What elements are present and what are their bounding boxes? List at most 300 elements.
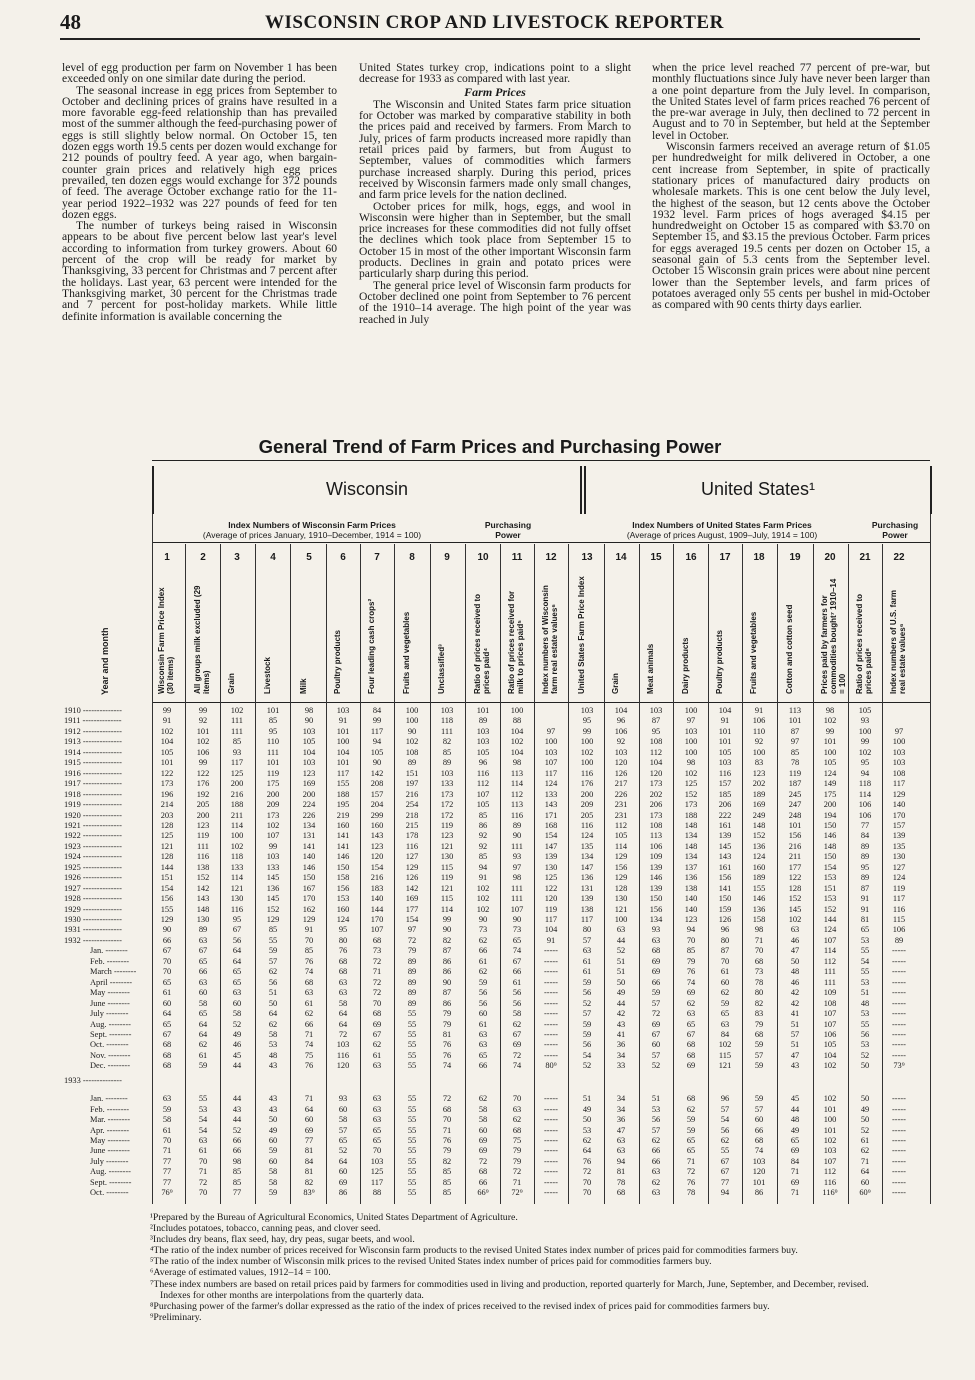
- table-cell: 61: [162, 988, 172, 998]
- table-cell: 59: [268, 1146, 278, 1156]
- table-cell: 134: [684, 852, 698, 862]
- table-cell: 69: [790, 1177, 800, 1187]
- table-cell: -----: [892, 1115, 906, 1125]
- table-cell: 151: [405, 768, 419, 778]
- table-cell: 79: [442, 1019, 452, 1029]
- table-cell: 43: [268, 1104, 278, 1114]
- row-label: 1913 --------------: [64, 737, 122, 747]
- table-cell: 114: [440, 904, 454, 914]
- table-cell: 65: [372, 1136, 382, 1145]
- table-row: [64, 1167, 930, 1176]
- table-cell: 56: [512, 998, 522, 1008]
- table-cell: 102: [823, 1136, 837, 1145]
- row-label: April --------: [90, 977, 133, 987]
- table-cell: 101: [788, 820, 802, 830]
- table-cell: 104: [544, 925, 558, 935]
- table-cell: 62: [512, 1115, 522, 1125]
- table-cell: 103: [580, 706, 594, 715]
- table-cell: 70: [720, 956, 730, 966]
- table-cell: 155: [336, 779, 350, 789]
- column-number: 7: [374, 552, 380, 563]
- table-cell: 140: [892, 800, 906, 810]
- table-cell: 91: [720, 716, 730, 726]
- table-cell: -----: [544, 1115, 558, 1125]
- table-cell: 103: [336, 1040, 350, 1050]
- table-cell: 55: [407, 1125, 417, 1135]
- table-cell: 57: [790, 1029, 800, 1039]
- table-cell: 103: [266, 852, 280, 862]
- column-divider: [290, 544, 291, 1204]
- table-cell: 63: [616, 1136, 626, 1145]
- table-cell: 299: [370, 810, 384, 820]
- table-cell: 116: [196, 852, 210, 862]
- table-cell: 65: [512, 935, 522, 945]
- table-cell: 123: [440, 831, 454, 841]
- table-cell: 60: [338, 1104, 348, 1114]
- table-cell: 92: [754, 737, 764, 747]
- table-cell: 58: [162, 1115, 172, 1125]
- table-cell: 96: [478, 758, 488, 768]
- table-cell: -----: [544, 1050, 558, 1060]
- table-cell: 104: [718, 706, 732, 715]
- table-row: [64, 1105, 930, 1114]
- table-cell: 70: [162, 1136, 172, 1145]
- table-cell: 62: [304, 1009, 314, 1019]
- row-label: Feb. --------: [90, 956, 130, 966]
- table-cell: 55: [407, 1167, 417, 1177]
- table-cell: 116: [510, 810, 524, 820]
- table-cell: 103: [302, 726, 316, 736]
- column-header: Meat animals: [646, 643, 655, 694]
- table-cell: 103: [892, 747, 906, 757]
- table-cell: 189: [752, 789, 766, 799]
- column-divider: [220, 544, 221, 1204]
- table-cell: 202: [752, 779, 766, 789]
- table-cell: 85: [790, 747, 800, 757]
- table-cell: 56: [582, 988, 592, 998]
- table-cell: 61: [720, 967, 730, 977]
- table-cell: 103: [752, 1156, 766, 1166]
- table-cell: 59: [686, 1125, 696, 1135]
- table-cell: 65: [860, 925, 870, 935]
- table-row: [64, 779, 930, 788]
- table-cell: -----: [544, 1177, 558, 1187]
- table-cell: 98: [512, 873, 522, 883]
- table-row: [64, 1178, 930, 1187]
- table-cell: 104: [336, 747, 350, 757]
- table-cell: 58: [478, 1115, 488, 1125]
- table-cell: 187: [788, 779, 802, 789]
- table-cell: 66: [478, 1177, 488, 1187]
- region-label: United States¹: [700, 479, 816, 499]
- table-cell: 102: [684, 768, 698, 778]
- table-cell: 63: [372, 1115, 382, 1125]
- table-cell: 68: [162, 1061, 172, 1071]
- table-cell: 74: [686, 977, 696, 987]
- table-cell: 70: [754, 946, 764, 956]
- table-cell: 67: [198, 946, 208, 956]
- table-cell: 79: [754, 1019, 764, 1029]
- table-cell: 59: [478, 977, 488, 987]
- table-cell: 115: [718, 1050, 732, 1060]
- table-cell: -----: [544, 1156, 558, 1166]
- row-label: Aug. --------: [90, 1019, 131, 1029]
- table-cell: 100: [405, 706, 419, 715]
- table-cell: 89: [512, 820, 522, 830]
- table-cell: 89: [860, 873, 870, 883]
- table-cell: 100: [684, 737, 698, 747]
- row-label: 1919 --------------: [64, 800, 122, 810]
- table-cell: 170: [370, 915, 384, 924]
- table-cell: 226: [614, 789, 628, 799]
- table-cell: 57: [268, 956, 278, 966]
- table-cell: 200: [196, 810, 210, 820]
- table-cell: 68: [304, 977, 314, 987]
- table-cell: 53: [198, 1104, 208, 1114]
- table-cell: 57: [754, 1104, 764, 1114]
- table-cell: 122: [196, 768, 210, 778]
- table-cell: 64: [198, 1029, 208, 1039]
- footnote: ⁶Average of estimated values, 1912–14 = 100.: [150, 1267, 331, 1279]
- table-cell: 43: [268, 1094, 278, 1104]
- table-cell: 100: [510, 706, 524, 715]
- table-cell: 56: [582, 1040, 592, 1050]
- table-cell: 120: [649, 768, 663, 778]
- column-header: Ratio of prices received to prices paid⁴: [473, 593, 491, 694]
- table-cell: 68: [162, 1040, 172, 1050]
- table-cell: 68: [616, 1188, 626, 1198]
- table-cell: 68: [478, 1167, 488, 1177]
- table-cell: 44: [616, 998, 626, 1008]
- table-cell: 114: [510, 779, 524, 789]
- table-cell: 106: [858, 800, 872, 810]
- table-cell: 145: [266, 894, 280, 904]
- table-cell: 59: [198, 1061, 208, 1071]
- table-cell: 177: [788, 862, 802, 872]
- table-cell: 63: [338, 988, 348, 998]
- table-cell: 123: [684, 915, 698, 924]
- column-divider: [255, 544, 256, 1204]
- table-cell: 72: [407, 935, 417, 945]
- table-row: [64, 988, 930, 997]
- table-cell: 66: [512, 967, 522, 977]
- table-cell: 103: [476, 737, 490, 747]
- table-cell: 76: [582, 1156, 592, 1166]
- table-cell: 72: [478, 1156, 488, 1166]
- table-cell: 141: [336, 841, 350, 851]
- table-cell: 173: [266, 810, 280, 820]
- table-cell: 59: [582, 977, 592, 987]
- table-cell: 173: [649, 779, 663, 789]
- table-cell: 106: [614, 726, 628, 736]
- table-cell: 100: [614, 915, 628, 924]
- table-row: [64, 863, 930, 872]
- table-cell: 83: [754, 1009, 764, 1019]
- table-cell: 216: [370, 873, 384, 883]
- table-cell: 58: [268, 1177, 278, 1187]
- table-cell: 128: [160, 820, 174, 830]
- table-cell: 158: [752, 915, 766, 924]
- table-cell: 56: [860, 1029, 870, 1039]
- table-cell: 149: [823, 779, 837, 789]
- table-cell: -----: [544, 1125, 558, 1135]
- table-cell: 41: [616, 1029, 626, 1039]
- table-cell: 63: [512, 1104, 522, 1114]
- table-cell: 101: [476, 706, 490, 715]
- table-cell: 55: [407, 1009, 417, 1019]
- column-number: 1: [164, 552, 170, 563]
- table-cell: 66: [162, 935, 172, 945]
- table-cell: 79: [407, 946, 417, 956]
- table-cell: 205: [196, 800, 210, 810]
- table-cell: 99: [268, 841, 278, 851]
- table-cell: 130: [614, 894, 628, 904]
- table-cell: 99: [198, 706, 208, 715]
- table-cell: 169: [752, 800, 766, 810]
- table-cell: 116: [823, 1177, 837, 1187]
- table-cell: 34: [616, 1104, 626, 1114]
- column-number: 16: [685, 552, 697, 563]
- column-header: Dairy products: [681, 637, 690, 694]
- table-cell: 140: [684, 904, 698, 914]
- table-cell: 89: [407, 758, 417, 768]
- table-row: [64, 1040, 930, 1049]
- table-cell: 72: [442, 1094, 452, 1104]
- table-cell: 100: [580, 758, 594, 768]
- table-cell: -----: [544, 946, 558, 956]
- table-cell: 176: [580, 779, 594, 789]
- table-cell: 231: [614, 810, 628, 820]
- table-cell: 104: [160, 737, 174, 747]
- row-label: Feb. --------: [90, 1104, 130, 1114]
- table-cell: 76⁹: [161, 1188, 173, 1198]
- table-cell: 62: [686, 998, 696, 1008]
- table-cell: 59: [754, 1061, 764, 1071]
- table-cell: 59: [268, 1188, 278, 1198]
- table-cell: 68: [686, 1040, 696, 1050]
- table-cell: 92: [478, 841, 488, 851]
- table-cell: 249: [752, 810, 766, 820]
- table-cell: 86: [478, 820, 488, 830]
- table-cell: 116: [580, 820, 594, 830]
- table-cell: 160: [370, 820, 384, 830]
- paragraph: level of egg production per farm on November 1 has been exceeded only on one similar date during the period.: [62, 61, 337, 86]
- table-cell: 219: [336, 810, 350, 820]
- article-column-2: [359, 62, 631, 325]
- paragraph: The general price level of Wisconsin farm products for October declined one point from September to 76 percent of the 1910–14 average. The high point of the year was reached in July: [359, 278, 631, 326]
- column-number: 10: [477, 552, 489, 563]
- table-cell: 51: [582, 1094, 592, 1104]
- table-cell: -----: [544, 1029, 558, 1039]
- table-cell: 106: [649, 841, 663, 851]
- table-cell: 124: [823, 925, 837, 935]
- table-cell: 87: [442, 946, 452, 956]
- table-cell: 109: [649, 852, 663, 862]
- table-cell: -----: [544, 1136, 558, 1145]
- table-cell: 125: [684, 779, 698, 789]
- table-cell: 63: [304, 988, 314, 998]
- table-cell: 66: [478, 946, 488, 956]
- paragraph: The seasonal increase in egg prices from September to October and declining prices of grains have resulted in a more favorable egg-feed relationship than has prevailed most of the summer although the feed-purchasing power of eggs is still slightly below normal. On October 15, ten dozen eggs worth 19.5 cents per dozen would exchange for 212 pounds of poultry feed. A year ago, when bargain-counter grain prices and relatively high egg prices prevailed, ten dozen eggs would exchange for 372 pounds of feed. The average October exchange ratio for the 11-year period 1922–1932 was 227 pounds of feed for ten dozen eggs.: [62, 83, 337, 221]
- table-cell: 97: [546, 726, 556, 736]
- table-cell: 67: [162, 1029, 172, 1039]
- table-cell: 62: [512, 1019, 522, 1029]
- table-cell: 91: [546, 935, 556, 945]
- column-number: 17: [719, 552, 731, 563]
- table-cell: 129: [160, 915, 174, 924]
- table-title: General Trend of Farm Prices and Purchasing Power: [258, 436, 722, 457]
- table-cell: 111: [441, 726, 453, 736]
- table-cell: 36: [616, 1115, 626, 1125]
- table-cell: 67: [512, 1029, 522, 1039]
- table-cell: 71: [790, 1167, 800, 1177]
- table-cell: 72: [651, 1009, 661, 1019]
- table-cell: 52: [860, 1050, 870, 1060]
- table-cell: 170: [892, 810, 906, 820]
- table-cell: 84: [304, 1156, 314, 1166]
- table-cell: 129: [614, 873, 628, 883]
- table-cell: 55: [407, 1136, 417, 1145]
- table-cell: 91: [478, 873, 488, 883]
- table-cell: 101: [266, 758, 280, 768]
- column-divider: [673, 544, 674, 1204]
- footnote: Indexes for other months are interpolations from the quarterly data.: [160, 1289, 424, 1301]
- table-row: [64, 748, 930, 757]
- table-cell: -----: [892, 1177, 906, 1187]
- table-cell: 79: [442, 1009, 452, 1019]
- table-cell: 60: [754, 1115, 764, 1125]
- table-cell: 124: [336, 915, 350, 924]
- table-cell: 64: [338, 1009, 348, 1019]
- table-cell: 71: [860, 1156, 870, 1166]
- table-cell: 101: [336, 758, 350, 768]
- table-cell: 111: [511, 841, 523, 851]
- table-cell: 36: [616, 1040, 626, 1050]
- table-cell: 78: [616, 1177, 626, 1187]
- table-cell: 176: [196, 779, 210, 789]
- table-cell: 50: [860, 1061, 870, 1071]
- table-cell: 101: [752, 1177, 766, 1187]
- table-cell: 101: [823, 737, 837, 747]
- table-cell: 167: [302, 883, 316, 893]
- table-cell: 126: [614, 768, 628, 778]
- table-cell: 98: [232, 1156, 242, 1166]
- table-cell: 33: [616, 1061, 626, 1071]
- table-cell: 122: [544, 883, 558, 893]
- table-cell: 147: [544, 841, 558, 851]
- header-rule: [60, 38, 920, 40]
- table-cell: 72: [198, 1177, 208, 1187]
- table-cell: 103: [614, 747, 628, 757]
- table-cell: 117: [230, 758, 244, 768]
- table-cell: 75: [304, 1050, 314, 1060]
- column-divider: [742, 544, 743, 1204]
- row-label: 1914 --------------: [64, 747, 122, 757]
- table-cell: 105: [370, 747, 384, 757]
- table-cell: 67: [232, 925, 242, 935]
- table-cell: 218: [405, 810, 419, 820]
- table-cell: 50: [582, 1115, 592, 1125]
- table-cell: 91: [860, 904, 870, 914]
- table-cell: 68: [162, 1050, 172, 1060]
- table-cell: 103: [892, 758, 906, 768]
- table-cell: 139: [544, 852, 558, 862]
- table-cell: 82: [442, 737, 452, 747]
- table-cell: 53: [268, 1040, 278, 1050]
- table-row: [64, 978, 930, 987]
- table-cell: 90: [304, 716, 314, 726]
- table-cell: 119: [788, 768, 802, 778]
- table-cell: 103: [440, 706, 454, 715]
- table-cell: 76: [442, 1050, 452, 1060]
- table-cell: 44: [616, 935, 626, 945]
- column-number: 9: [444, 552, 450, 563]
- table-cell: 133: [266, 862, 280, 872]
- table-cell: 158: [336, 873, 350, 883]
- row-label: July --------: [90, 1156, 129, 1166]
- table-cell: 94: [720, 1188, 730, 1198]
- table-cell: 49: [582, 1104, 592, 1114]
- column-header: Milk: [299, 678, 308, 694]
- table-cell: 34: [616, 1050, 626, 1060]
- table-cell: 100: [823, 1115, 837, 1125]
- table-cell: 173: [440, 789, 454, 799]
- table-cell: 144: [370, 904, 384, 914]
- table-cell: 200: [230, 779, 244, 789]
- table-cell: 209: [580, 800, 594, 810]
- table-cell: 107: [823, 1019, 837, 1029]
- column-number: 22: [893, 552, 905, 563]
- table-cell: 154: [823, 862, 837, 872]
- table-cell: 161: [718, 820, 732, 830]
- table-cell: 89: [407, 998, 417, 1008]
- column-header: Unclassified³: [437, 644, 446, 694]
- table-cell: 117: [544, 768, 558, 778]
- row-label: 1916 --------------: [64, 768, 122, 778]
- table-cell: 90: [162, 925, 172, 935]
- table-cell: 148: [752, 820, 766, 830]
- table-cell: 77: [162, 1156, 172, 1166]
- table-cell: 112: [476, 779, 490, 789]
- column-header: Grain: [227, 673, 236, 694]
- table-cell: 63: [720, 1019, 730, 1029]
- row-label: March --------: [90, 967, 137, 977]
- table-cell: 68: [338, 967, 348, 977]
- table-cell: 87: [651, 716, 661, 726]
- table-cell: 63: [651, 1188, 661, 1198]
- table-cell: 64: [338, 1019, 348, 1029]
- table-cell: 96: [720, 1094, 730, 1104]
- table-cell: 152: [823, 904, 837, 914]
- table-cell: 76: [442, 1136, 452, 1145]
- table-cell: -----: [544, 1040, 558, 1050]
- column-number: 5: [306, 552, 312, 563]
- table-cell: 206: [649, 800, 663, 810]
- table-cell: 150: [823, 820, 837, 830]
- column-number: 18: [753, 552, 765, 563]
- table-cell: 116: [336, 1050, 350, 1060]
- table-cell: 139: [892, 831, 906, 841]
- table-cell: 68: [442, 1104, 452, 1114]
- table-cell: 93: [860, 716, 870, 726]
- table-cell: 106: [858, 810, 872, 820]
- paragraph: Wisconsin farmers received an average return of $1.05 per hundredweight for milk delivered in October, a one cent increase from September, in spite of practically stationary prices of manufactured dairy products on wholesale markets. This is one cent below the July level, the highest of the season, but 12 cents above the October 1932 level. Farm prices of hogs averaged $4.15 per hundredweight on October 15 as compared with $3.70 on September 15, and $3.15 the previous October. Farm prices for eggs averaged 19.5 cents per dozen on October 15, a seasonal gain of 5.3 cents from the September level. October 15 Wisconsin grain prices were about nine percent lower than the September levels, and farm prices of potatoes averaged only 55 cents per bushel in mid-October as compared with 90 cents thirty days earlier.: [652, 140, 930, 312]
- table-cell: 82: [442, 1156, 452, 1166]
- table-cell: 107: [266, 831, 280, 841]
- table-cell: 59: [754, 1094, 764, 1104]
- row-label: May --------: [90, 988, 130, 998]
- footnote: ⁴The ratio of the index number of prices received for Wisconsin farm products to the revised United States index number of prices paid for commodities farmers buy.: [150, 1245, 798, 1257]
